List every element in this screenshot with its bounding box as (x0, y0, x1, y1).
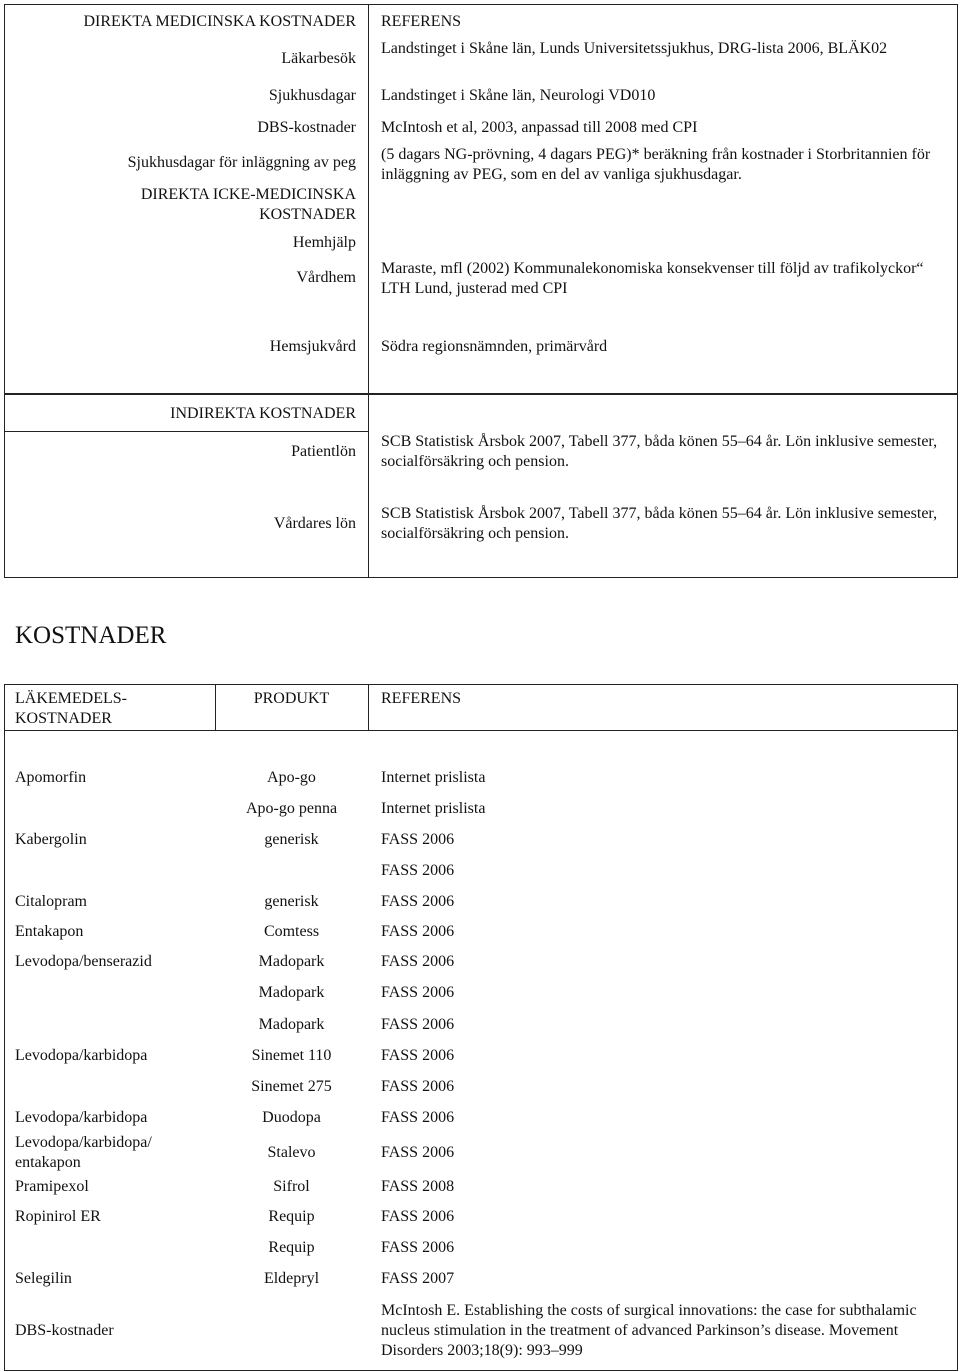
product-name: Eldepryl (263, 1270, 320, 1287)
table1-header-category: DIREKTA MEDICINSKA KOSTNADER (83, 13, 356, 30)
table1-indirect-header: INDIREKTA KOSTNADER (170, 405, 356, 422)
reference: FASS 2006 (381, 1239, 455, 1256)
row-label-patientlon: Patientlön (291, 443, 356, 460)
row-label-sjukhusdagar: Sjukhusdagar (268, 87, 356, 104)
product-name: Madopark (258, 984, 325, 1001)
table2-header-bottom (4, 730, 958, 731)
row-ref-dbs: McIntosh et al, 2003, anpassad till 2008 med CPI (381, 119, 698, 136)
row-ref-vardares-lon: SCB Statistisk Årsbok 2007, Tabell 377, båda könen 55–64 år. Lön inklusive semester, socialförsäkring och pension. (381, 505, 938, 542)
product-name: Madopark (258, 1016, 325, 1033)
product-name: Requip (268, 1239, 315, 1256)
table1-indirect-header-divider (4, 431, 368, 432)
product-name: Apo-go penna (245, 800, 338, 817)
drug-name: Apomorfin (15, 769, 87, 786)
drug-name: Levodopa/karbidopa (15, 1109, 148, 1126)
row-ref-lakarbesok: Landstinget i Skåne län, Lunds Universitetssjukhus, DRG-lista 2006, BLÄK02 (381, 40, 888, 57)
row-label-hemhjalp: Hemhjälp (292, 234, 356, 251)
drug-name: Selegilin (15, 1270, 72, 1287)
row-label-peg: Sjukhusdagar för inläggning av peg (127, 154, 356, 171)
drug-name: Levodopa/karbidopa (15, 1047, 148, 1064)
product-name: Stalevo (267, 1144, 316, 1161)
table1-header-reference: REFERENS (381, 13, 462, 30)
row-label-direct-nonmedical: DIREKTA ICKE-MEDICINSKA KOSTNADER (140, 186, 356, 223)
product-name: Sifrol (273, 1178, 310, 1195)
table2-header-divider-2 (368, 684, 369, 730)
row-ref-hemsjukvard: Södra regionsnämnden, primärvård (381, 338, 608, 355)
row-ref-vardhem: Maraste, mfl (2002) Kommunalekonomiska konsekvenser till följd av trafikolyckor“ LTH Lund, justerad med CPI (381, 260, 924, 297)
drug-name: Kabergolin (15, 831, 87, 848)
table2-header-drug-costs: LÄKEMEDELS- KOSTNADER (15, 690, 127, 727)
drug-name: Ropinirol ER (15, 1208, 101, 1225)
row-label-vardares-lon: Vårdares lön (273, 515, 356, 532)
reference: McIntosh E. Establishing the costs of surgical innovations: the case for subthalamic nucleus stimulation in the treatment of advanced Parkinson’s disease. Movement Disorders 2003;18(9): 993–999 (381, 1302, 917, 1359)
reference: FASS 2006 (381, 862, 455, 879)
drug-name: Entakapon (15, 923, 84, 940)
drug-name: Citalopram (15, 893, 87, 910)
reference: FASS 2006 (381, 1208, 455, 1225)
drug-name: Levodopa/benserazid (15, 953, 152, 970)
reference: FASS 2006 (381, 923, 455, 940)
product-name: Comtess (263, 923, 320, 940)
drug-name: DBS-kostnader (15, 1322, 114, 1339)
reference: Internet prislista (381, 769, 486, 786)
reference: Internet prislista (381, 800, 486, 817)
product-name: generisk (264, 831, 319, 848)
row-ref-peg: (5 dagars NG-prövning, 4 dagars PEG)* beräkning från kostnader i Storbritannien för inläggning av PEG, som en del av vanliga sjukhusdagar. (381, 146, 931, 183)
reference: FASS 2006 (381, 893, 455, 910)
product-name: generisk (264, 893, 319, 910)
table2-header-reference: REFERENS (381, 690, 462, 707)
drug-name: Pramipexol (15, 1178, 89, 1195)
reference: FASS 2008 (381, 1178, 455, 1195)
product-name: Madopark (258, 953, 325, 970)
row-ref-sjukhusdagar: Landstinget i Skåne län, Neurologi VD010 (381, 87, 656, 104)
product-name: Sinemet 110 (251, 1047, 332, 1064)
reference: FASS 2007 (381, 1270, 455, 1287)
row-label-hemsjukvard: Hemsjukvård (269, 338, 356, 355)
reference: FASS 2006 (381, 1047, 455, 1064)
reference: FASS 2006 (381, 1144, 455, 1161)
product-name: Duodopa (262, 1109, 321, 1126)
row-ref-patientlon: SCB Statistisk Årsbok 2007, Tabell 377, båda könen 55–64 år. Lön inklusive semester, socialförsäkring och pension. (381, 433, 938, 470)
reference: FASS 2006 (381, 831, 455, 848)
row-label-vardhem: Vårdhem (296, 269, 356, 286)
row-label-lakarbesok: Läkarbesök (281, 50, 356, 67)
product-name: Requip (268, 1208, 315, 1225)
product-name: Apo-go (267, 769, 316, 786)
table1-column-divider (368, 4, 369, 578)
table2-header-product: PRODUKT (253, 690, 330, 707)
product-name: Sinemet 275 (251, 1078, 332, 1095)
reference: FASS 2006 (381, 1016, 455, 1033)
drug-name: Levodopa/karbidopa/ entakapon (15, 1134, 152, 1171)
reference: FASS 2006 (381, 984, 455, 1001)
reference: FASS 2006 (381, 1109, 455, 1126)
section-title: KOSTNADER (15, 622, 167, 649)
reference: FASS 2006 (381, 953, 455, 970)
reference: FASS 2006 (381, 1078, 455, 1095)
row-label-dbs: DBS-kostnader (257, 119, 356, 136)
